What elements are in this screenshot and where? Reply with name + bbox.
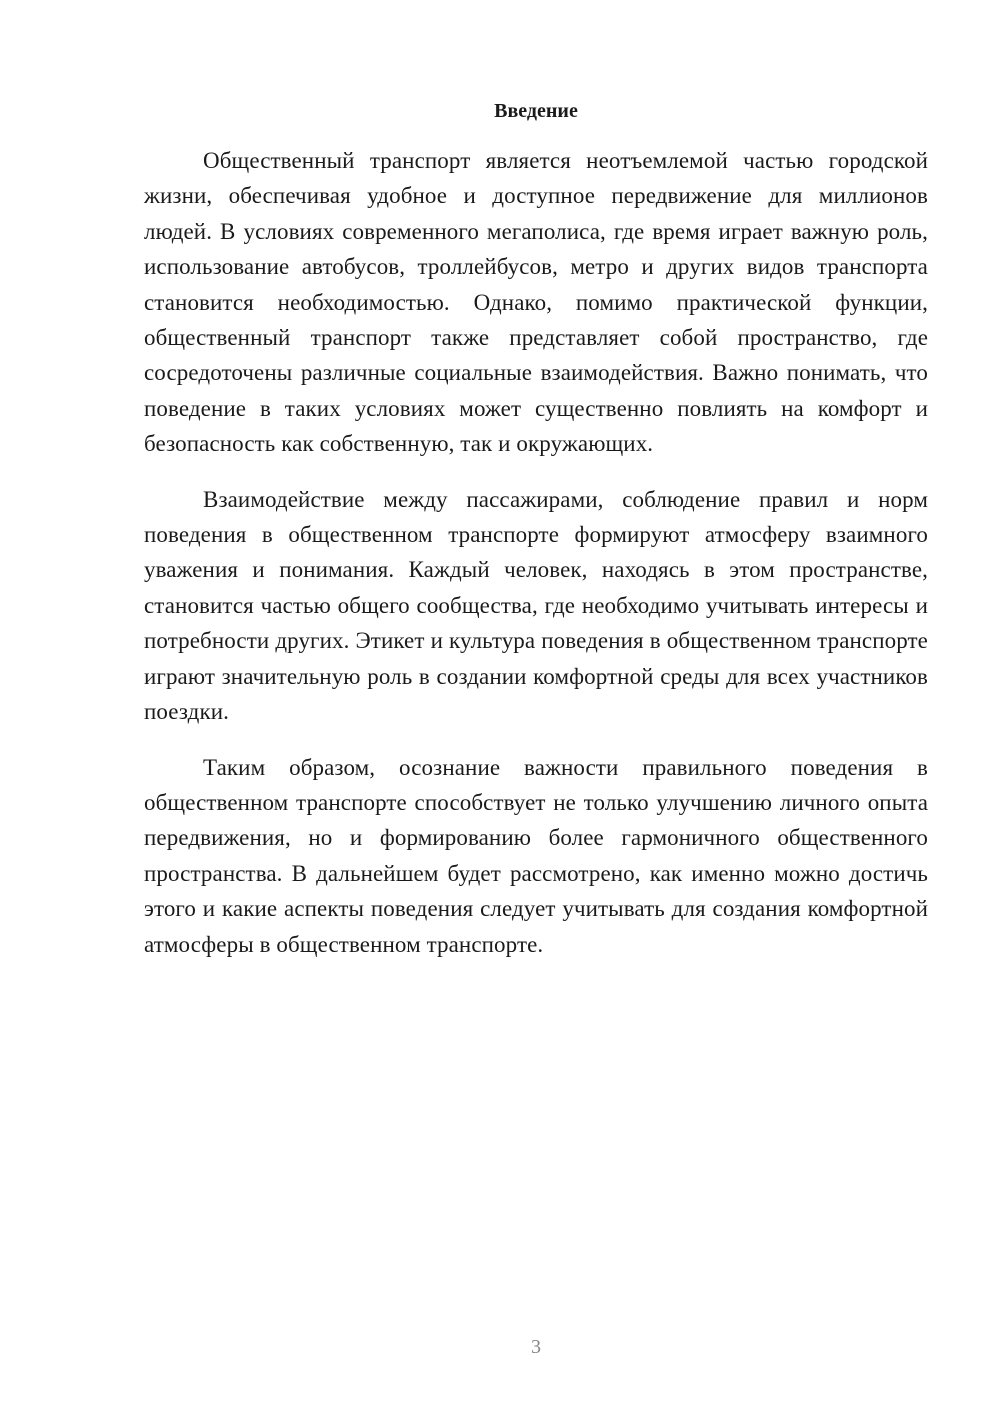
body-text xyxy=(144,143,928,982)
paragraph-1: Общественный транспорт является неотъемлемой частью городской жизни, обеспечивая удобное и доступное передвижение для миллионов людей. В условиях современного мегаполиса, где время играет важную роль, использование автобусов, троллейбусов, метро и других видов транспорта становится необходимостью. Однако, помимо практической функции, общественный транспорт также представляет собой пространство, где сосредоточены различные социальные взаимодействия. Важно понимать, что поведение в таких условиях может существенно повлиять на комфорт и безопасность как собственную, так и окружающих. xyxy=(144,148,928,457)
section-heading: Введение xyxy=(494,100,578,122)
paragraph-3: Таким образом, осознание важности правильного поведения в общественном транспорте способствует не только улучшению личного опыта передвижения, но и формированию более гармоничного общественного пространства. В дальнейшем будет рассмотрено, как именно можно достичь этого и какие аспекты поведения следует учитывать для создания комфортной атмосферы в общественном транспорте. xyxy=(144,754,928,957)
page-number: 3 xyxy=(531,1336,541,1358)
paragraph-2: Взаимодействие между пассажирами, соблюдение правил и норм поведения в общественном транспорте формируют атмосферу взаимного уважения и понимания. Каждый человек, находясь в этом пространстве, становится частью общего сообщества, где необходимо учитывать интересы и потребности других. Этикет и культура поведения в общественном транспорте играют значительную роль в создании комфортной среды для всех участников поездки. xyxy=(144,486,928,725)
